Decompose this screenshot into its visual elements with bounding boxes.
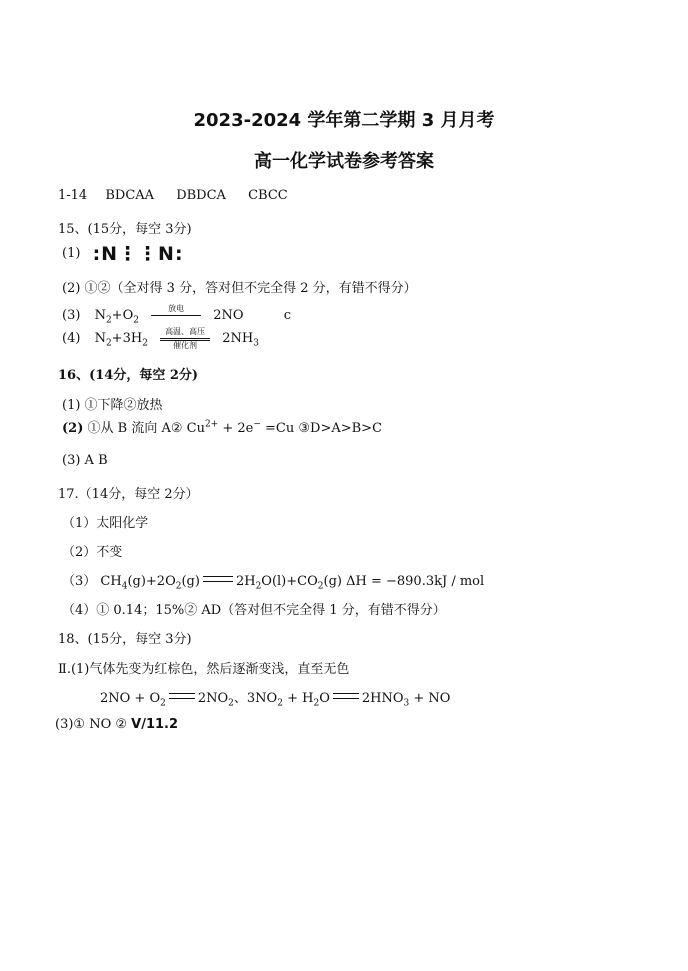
condition-text: 放电: [168, 304, 185, 313]
q17-part3: [62, 570, 484, 592]
q17-part3-label: （3）: [62, 574, 97, 589]
q15-part4: [62, 329, 259, 349]
q15-part2: (2) ①②（全对得 3 分，答对但不完全得 2 分，有错不得分）: [62, 281, 417, 296]
page-title: 2023-2024 学年第二学期 3 月月考: [193, 110, 495, 131]
q18-equations: $2NO + O_2$ $2NO_2$、$3NO_2 + H_2O$ $2HNO_3$ + NO: [100, 691, 451, 709]
q15-part3-reactants: $N_2+O_2$: [94, 308, 139, 326]
mc-group-2: DBDCA: [176, 188, 226, 203]
q18-part3-answer: V/11.2: [131, 717, 179, 732]
mc-group-1: BDCAA: [105, 188, 155, 203]
nitrogen-lewis-structure: :N⋮⋮N:: [92, 243, 184, 265]
mc-range: 1-14: [58, 188, 88, 203]
q15-part4-reactants: $N_2+3H_2$: [94, 331, 148, 349]
q18-part2: Ⅱ.(1)气体先变为红棕色，然后逐渐变浅，直至无色: [58, 662, 350, 677]
q16-part3: (3) A B: [62, 453, 108, 468]
enthalpy-change: ΔH = −890.3kJ / mol: [346, 574, 485, 589]
q15-part4-product: $2NH_3$: [222, 331, 259, 349]
q16-part1: (1) ①下降②放热: [62, 398, 163, 413]
q17-heading: 17.（14分，每空 2分）: [58, 487, 199, 502]
q15-part3: [62, 306, 291, 326]
q15-part3-product: 2NO: [213, 308, 244, 323]
q15-part1-label: (1): [62, 246, 81, 261]
q17-part1: （1）太阳化学: [62, 516, 149, 531]
mc-answers: [58, 188, 288, 203]
q15-part4-label: (4): [62, 331, 81, 346]
q15-part3-label: (3): [62, 308, 81, 323]
q16-part2-label: (2): [62, 421, 84, 436]
q18-heading: 18、(15分，每空 3分): [58, 632, 192, 647]
page-subtitle: 高一化学试卷参考答案: [254, 151, 434, 172]
q16-part2: (2) ①从 B 流向 A② $Cu^{2+} + 2e^- =Cu$ ③D>A>B>C: [62, 419, 383, 436]
condition-bottom-text: 催化剂: [173, 341, 198, 350]
q16-heading: 16、(14分，每空 2分): [58, 368, 199, 383]
q17-part2: （2）不变: [62, 545, 123, 560]
mc-group-3: CBCC: [248, 188, 288, 203]
condition-top-text: 高温、高压: [165, 327, 206, 336]
q15-heading: 15、(15分，每空 3分): [58, 222, 192, 237]
q17-thermo-equation: $CH_4(g)+2O_2(g)$ $2H_2O(l)+CO_2(g)$: [100, 574, 347, 592]
reversible-condition-arrow: [158, 327, 212, 350]
q17-part4: （4）① 0.14；15%② AD（答对但不完全得 1 分，有错不得分）: [62, 603, 446, 618]
q15-part1: [62, 243, 184, 265]
q15-part3-answer: c: [283, 308, 291, 323]
reaction-condition-arrow: [149, 306, 203, 324]
q18-part3: (3)① NO ② V/11.2: [55, 717, 179, 732]
